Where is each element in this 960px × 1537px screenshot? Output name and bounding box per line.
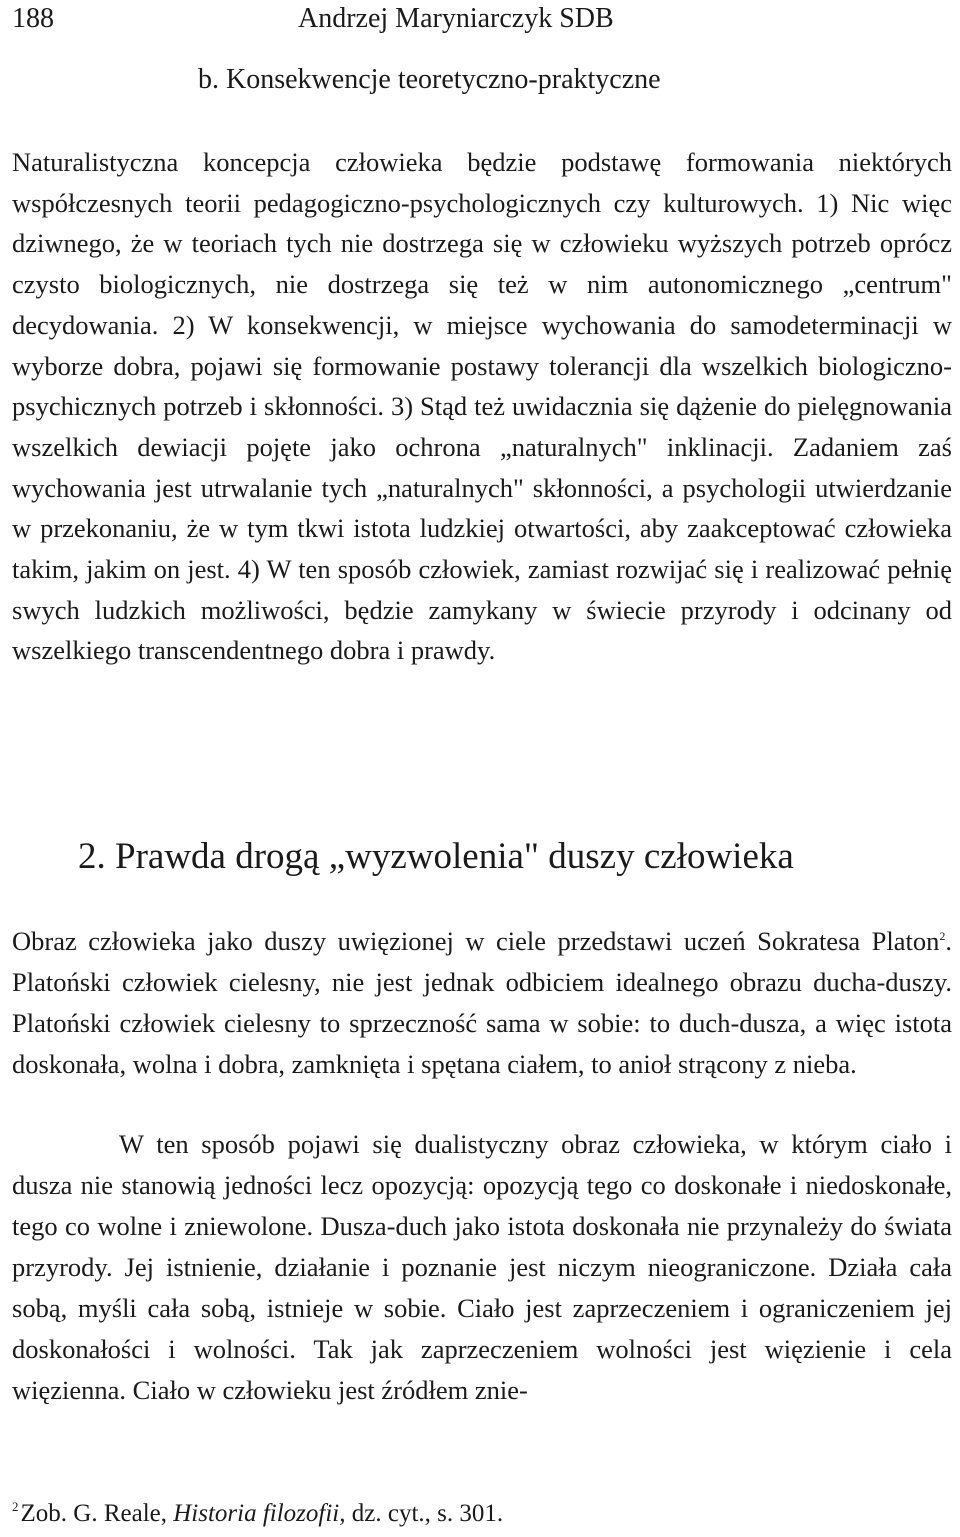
footnote-suffix: dz. cyt., s. 301. bbox=[345, 1500, 504, 1527]
footnote-book-title: Historia filozofii, bbox=[173, 1500, 346, 1527]
footnote-prefix: Zob. G. Reale, bbox=[20, 1500, 174, 1527]
paragraph-platon-text-a: Obraz człowieka jako duszy uwięzionej w ciele przedstawi uczeń Sokratesa Platon bbox=[12, 926, 940, 956]
subsection-title: b. Konsekwencje teoretyczno-praktyczne bbox=[198, 64, 661, 95]
page-header bbox=[12, 2, 952, 36]
paragraph-platon bbox=[12, 921, 952, 1085]
running-head: Andrzej Maryniarczyk SDB bbox=[298, 3, 614, 34]
paragraph-dualism: W ten sposób pojawi się dualistyczny obraz człowieka, w którym ciało i dusza nie stanowią jedności lecz opozycją: opozycją tego co doskonałe i niedoskonałe, tego co wolne i zniewolone. Dusza-duch jako istota doskonała nie przynależy do świata przyrody. Jej istnienie, działanie i poznanie jest niczym nieograniczone. Działa cała sobą, myśli cała sobą, istnieje w sobie. Ciało jest zaprzeczeniem i ograniczeniem jej doskonałości i wolności. Tak jak zaprzeczeniem wolności jest więzienie i cela więzienna. Ciało w człowieku jest źródłem znie- bbox=[12, 1129, 952, 1405]
paragraph-consequences: Naturalistyczna koncepcja człowieka będzie podstawę formowania niektórych współczesnych teorii pedagogiczno-psychologicznych czy kulturowych. 1) Nic więc dziwnego, że w teoriach tych nie dostrzega się w człowieku wyższych potrzeb oprócz czysto biologicznych, nie dostrzega się też w nim autonomicznego „centrum" decydowania. 2) W konsekwencji, w miejsce wychowania do samodeterminacji w wyborze dobra, pojawi się formowanie postawy tolerancji dla wszelkich biologiczno-psychicznych potrzeb i skłonności. 3) Stąd też uwidacznia się dążenie do pielęgnowania wszelkich dewiacji pojęte jako ochrona „naturalnych" inklinacji. Zadaniem zaś wychowania jest utrwalanie tych „naturalnych" skłonności, a psychologii utwierdzanie w przekonaniu, że w tym tkwi istota ludzkiej otwartości, aby zaakceptować człowieka takim, jakim on jest. 4) W ten sposób człowiek, zamiast rozwijać się i realizować pełnię swych ludzkich możliwości, będzie zamykany w świecie przyrody i odcinany od wszelkiego transcendentnego dobra i prawdy. bbox=[12, 147, 952, 666]
footnote bbox=[12, 1497, 503, 1531]
footnote-reference: 2 bbox=[939, 929, 946, 943]
paragraph-platon-text-b: . Platoński człowiek cielesny, nie jest jednak odbiciem idealnego obrazu ducha-duszy. Platoński człowiek cielesny to sprzeczność sama w sobie: to duch-dusza, a więc istota doskonała, wolna i dobra, zamknięta i spętana ciałem, to anioł strącony z nieba. bbox=[12, 926, 952, 1079]
page-number: 188 bbox=[12, 3, 54, 34]
footnote-mark: 2 bbox=[12, 1499, 19, 1514]
section-title: 2. Prawda drogą „wyzwolenia" duszy człowieka bbox=[78, 836, 794, 877]
